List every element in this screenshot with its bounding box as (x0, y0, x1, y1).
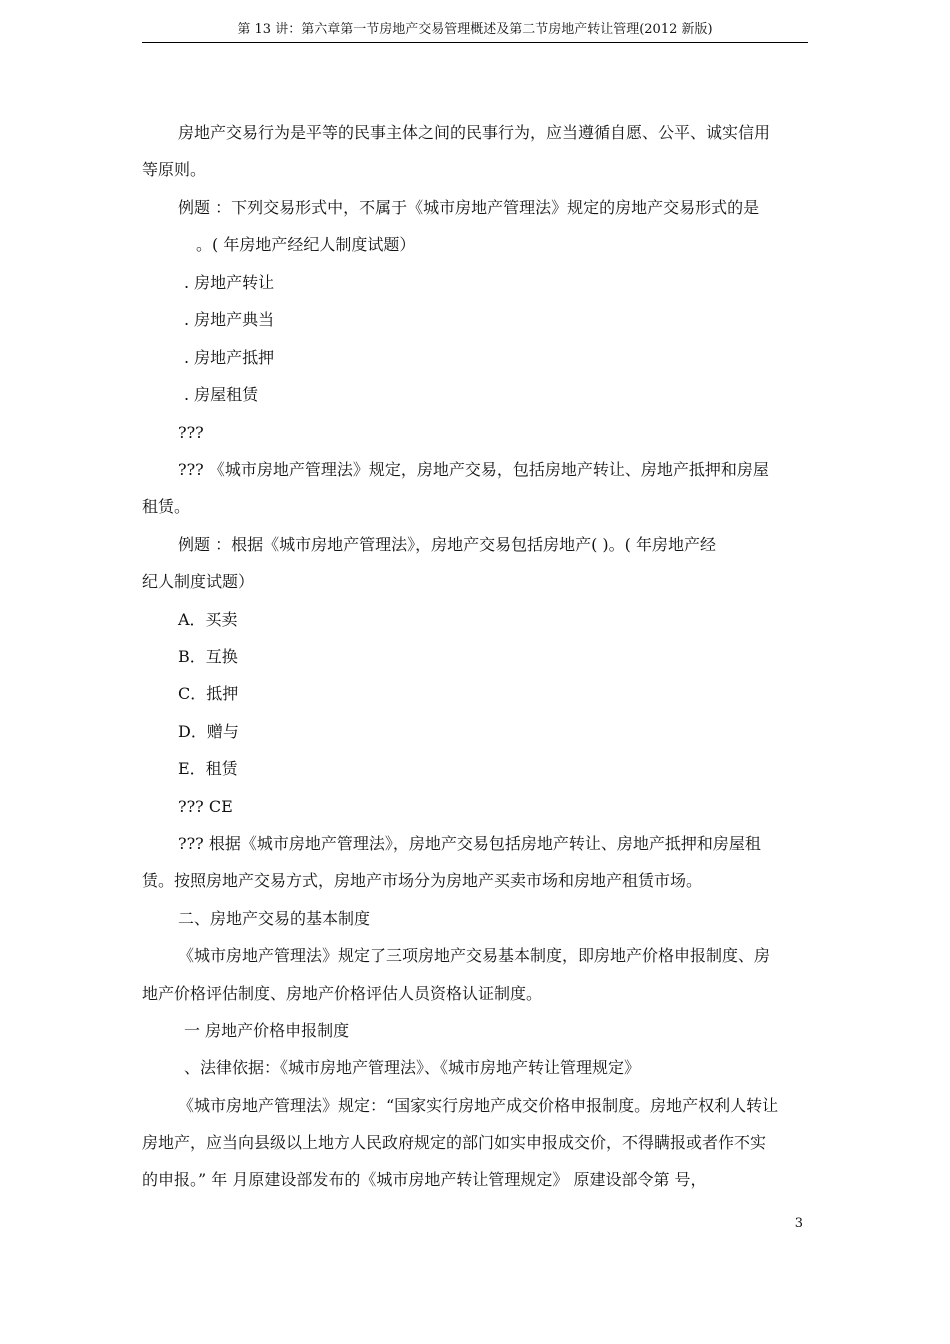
example-1-option-a: . 房地产转让 (184, 273, 275, 292)
example-2-option-b: B．互换 (178, 647, 238, 666)
paragraph-3-line-2: 房地产，应当向县级以上地方人民政府规定的部门如实申报成交价，不得瞒报或者作不实 (142, 1133, 767, 1152)
paragraph-3-line-3: 的申报。” 年 月原建设部发布的《城市房地产转让管理规定》 原建设部令第 号， (142, 1170, 707, 1189)
example-1-option-c: . 房地产抵押 (184, 348, 275, 367)
example-2-option-c: C．抵押 (178, 684, 239, 703)
paragraph-3-line-1: 《城市房地产管理法》规定：“国家实行房地产成交价格申报制度。房地产权利人转让 (178, 1096, 779, 1115)
example-1-option-b: . 房地产典当 (184, 310, 275, 329)
example-1-question-line-1: 例题 ：下列交易形式中，不属于《城市房地产管理法》规定的房地产交易形式的是 (178, 198, 760, 217)
header-title: 第 13 讲：第六章第一节房地产交易管理概述及第二节房地产转让管理(2012 新版) (237, 22, 713, 37)
paragraph-1-line-1: 房地产交易行为是平等的民事主体之间的民事行为，应当遵循自愿、公平、诚实信用 (178, 123, 771, 142)
example-1-explanation-line-1: ??? 《城市房地产管理法》规定，房地产交易，包括房地产转让、房地产抵押和房屋 (178, 460, 769, 479)
paragraph-2-line-2: 地产价格评估制度、房地产价格评估人员资格认证制度。 (142, 984, 543, 1003)
page-number: 3 (794, 1216, 803, 1231)
example-1-question-line-2: 。( 年房地产经纪人制度试题） (196, 235, 416, 254)
example-2-question-line-1: 例题 ：根据《城市房地产管理法》，房地产交易包括房地产( )。( 年房地产经 (178, 535, 716, 554)
example-1-answer: ??? (178, 423, 204, 442)
example-1-explanation-line-2: 租赁。 (142, 497, 191, 516)
example-2-explanation-line-2: 赁。按照房地产交易方式，房地产市场分为房地产买卖市场和房地产租赁市场。 (142, 871, 703, 890)
subsection-heading: 一 房地产价格申报制度 (184, 1021, 350, 1040)
example-2-option-e: E．租赁 (178, 759, 238, 778)
header-divider (142, 42, 808, 43)
paragraph-1-line-2: 等原则。 (142, 160, 207, 179)
paragraph-2-line-1: 《城市房地产管理法》规定了三项房地产交易基本制度，即房地产价格申报制度、房 (178, 946, 771, 965)
example-2-explanation-line-1: ??? 根据《城市房地产管理法》，房地产交易包括房地产转让、房地产抵押和房屋租 (178, 834, 761, 853)
example-2-answer: ??? CE (178, 797, 233, 816)
example-2-option-a: A．买卖 (178, 610, 238, 629)
legal-basis: 、法律依据：《城市房地产管理法》、《城市房地产转让管理规定》 (184, 1058, 641, 1077)
example-2-question-line-2: 纪人制度试题） (142, 572, 255, 591)
section-heading: 二、房地产交易的基本制度 (178, 909, 371, 928)
example-2-option-d: D．赠与 (178, 722, 239, 741)
example-1-option-d: . 房屋租赁 (184, 385, 259, 404)
